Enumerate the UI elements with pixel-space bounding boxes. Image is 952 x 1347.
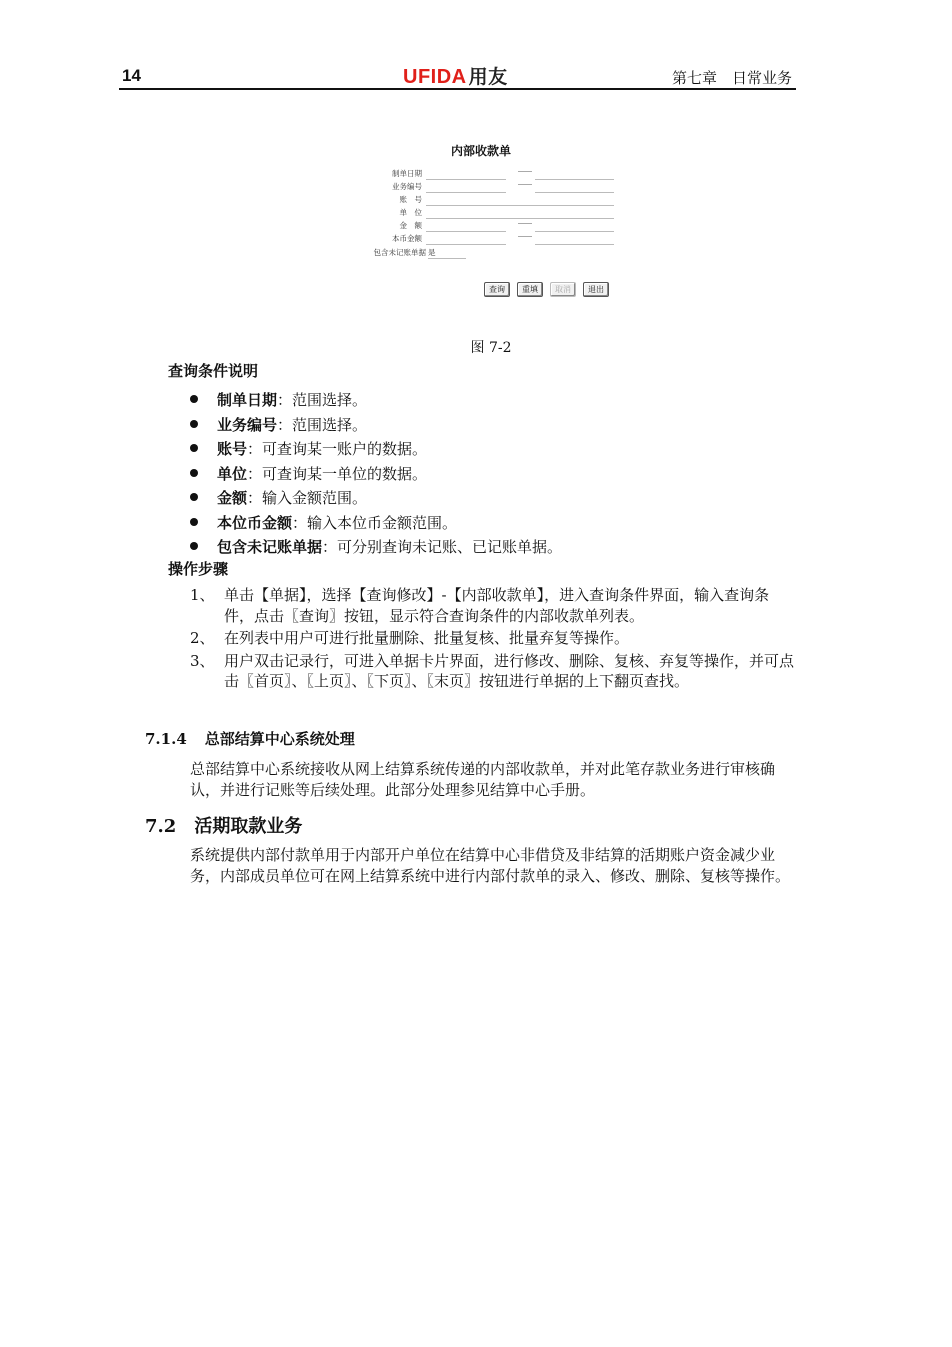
cancel-button[interactable]: 取消 (550, 282, 576, 297)
ufida-logo (403, 62, 508, 89)
term: 金额 (217, 489, 248, 507)
step-number: 1、 (190, 586, 215, 604)
section-title: 活期取款业务 (194, 816, 303, 837)
include-unposted-select[interactable]: 是 (428, 248, 436, 257)
operation-steps-list (190, 585, 795, 694)
logo-brand: UFIDA (403, 66, 467, 88)
header-rule (119, 88, 796, 90)
section-title: 总部结算中心系统处理 (204, 730, 355, 748)
bullet-icon (190, 469, 198, 477)
bullet-icon (190, 444, 198, 452)
bizno-from-input[interactable] (426, 192, 506, 193)
term: 业务编号 (217, 415, 278, 434)
query-button[interactable]: 查询 (484, 282, 510, 297)
operation-steps-heading: 操作步骤 (168, 560, 229, 578)
bullet-icon (190, 542, 198, 550)
bullet-icon (190, 493, 198, 501)
bullet-icon (190, 420, 198, 428)
amount-from-input[interactable] (426, 231, 506, 232)
step-text: 用户双击记录行，可进入单据卡片界面，进行修改、删除、复核、弃复等操作，并可点击〖首页〗、〖上页〗、〖下页〗、〖末页〗按钮进行单据的上下翻页查找。 (224, 651, 795, 690)
section-7-1-4-body: 总部结算中心系统接收从网上结算系统传递的内部收款单，并对此笔存款业务进行审核确认，并进行记账等后续处理。此部分处理参见结算中心手册。 (190, 760, 776, 799)
term-desc: ：范围选择。 (277, 415, 368, 434)
step-text: 单击【单据】，选择【查询修改】-【内部收款单】，进入查询条件界面，输入查询条件，点击〖查询〗按钮，显示符合查询条件的内部收款单列表。 (224, 586, 770, 625)
section-number: 7.2 (145, 816, 177, 837)
section-7-2-heading (145, 812, 302, 838)
term-desc: ：范围选择。 (277, 391, 368, 409)
term: 本位币金额 (217, 513, 293, 532)
section-7-2-body: 系统提供内部付款单用于内部开户单位在结算中心非借贷及非结算的活期账户资金减少业务，内部成员单位可在网上结算系统中进行内部付款单的录入、修改、删除、复核等操作。 (190, 846, 791, 885)
term-desc: ：可分别查询未记账、已记账单据。 (322, 538, 563, 556)
page-number: 14 (122, 66, 141, 85)
logo-cn: 用友 (468, 67, 508, 88)
reset-button[interactable]: 重填 (517, 282, 543, 297)
form-label: 金 额 (399, 221, 422, 230)
term-desc: ：输入金额范围。 (247, 489, 368, 507)
date-from-input[interactable] (426, 179, 506, 180)
range-separator: —— (518, 220, 532, 227)
list-item (190, 486, 562, 511)
unit-input[interactable] (426, 218, 614, 219)
form-title: 内部收款单 (450, 144, 511, 158)
query-conditions-list (190, 388, 562, 560)
form-label: 制单日期 (392, 169, 422, 178)
step-text: 在列表中用户可进行批量删除、批量复核、批量弃复等操作。 (224, 629, 630, 647)
amount-to-input[interactable] (535, 231, 614, 232)
bullet-icon (190, 395, 198, 403)
form-label: 单 位 (399, 208, 422, 217)
list-item (190, 585, 795, 626)
range-separator: —— (518, 233, 532, 240)
list-item (190, 511, 562, 536)
bullet-icon (190, 518, 198, 526)
term: 包含未记账单据 (217, 538, 323, 556)
list-item (190, 628, 795, 649)
query-conditions-heading: 查询条件说明 (168, 362, 259, 380)
local-amount-to-input[interactable] (535, 244, 614, 245)
term: 单位 (217, 464, 248, 483)
range-separator: —— (518, 181, 532, 188)
list-item (190, 437, 562, 462)
term-desc: ：输入本位币金额范围。 (292, 513, 458, 532)
bizno-to-input[interactable] (535, 192, 614, 193)
term-desc: ：可查询某一账户的数据。 (247, 440, 428, 458)
list-item (190, 462, 562, 487)
step-number: 2、 (190, 629, 215, 647)
step-number: 3、 (190, 651, 215, 670)
date-to-input[interactable] (535, 179, 614, 180)
list-item (190, 413, 562, 438)
exit-button[interactable]: 退出 (583, 282, 609, 297)
form-label: 本币金额 (392, 234, 422, 243)
figure-caption: 图 7-2 (470, 340, 512, 356)
term: 制单日期 (217, 391, 278, 409)
chapter-title: 第七章 日常业务 (671, 69, 792, 87)
section-7-1-4-heading (145, 728, 355, 749)
section-number: 7.1.4 (145, 730, 187, 748)
list-item (190, 651, 795, 692)
form-label: 包含未记账单据 (373, 248, 426, 257)
form-label: 业务编号 (392, 182, 422, 191)
term-desc: ：可查询某一单位的数据。 (247, 464, 428, 483)
list-item (190, 388, 562, 413)
range-separator: —— (518, 168, 532, 175)
form-label: 账 号 (399, 195, 422, 204)
local-amount-from-input[interactable] (426, 244, 506, 245)
list-item (190, 535, 562, 560)
term: 账号 (217, 440, 248, 458)
include-unposted-underline (428, 258, 466, 259)
account-input[interactable] (426, 205, 614, 206)
